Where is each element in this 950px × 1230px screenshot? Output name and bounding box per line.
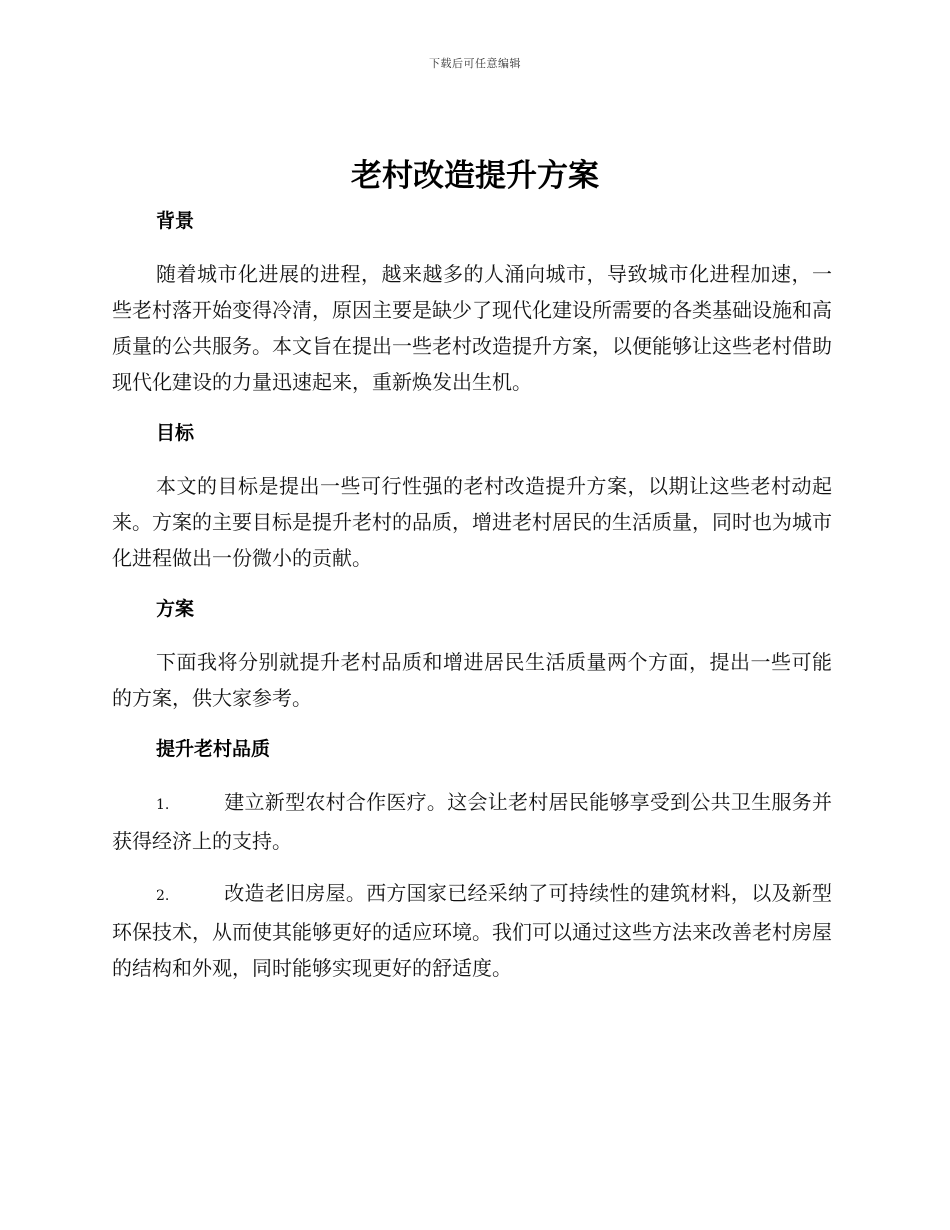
section-heading-background: 背景 bbox=[156, 210, 195, 232]
paragraph-goal: 本文的目标是提出一些可行性强的老村改造提升方案，以期让这些老村动起来。方案的主要目标是提升老村的品质，增进老村居民的生活质量，同时也为城市化进程做出一份微小的贡献。 bbox=[112, 474, 832, 570]
paragraph-background: 随着城市化进展的进程，越来越多的人涌向城市，导致城市化进程加速，一些老村落开始变得冷清，原因主要是缺少了现代化建设所需要的各类基础设施和高质量的公共服务。本文旨在提出一些老村改造提升方案，以便能够让这些老村借助现代化建设的力量迅速起来，重新焕发出生机。 bbox=[112, 262, 832, 394]
list-item-text: 建立新型农村合作医疗。这会让老村居民能够享受到公共卫生服务并获得经济上的支持。 bbox=[112, 790, 832, 853]
list-item bbox=[112, 875, 832, 986]
list-item-number: 2. bbox=[156, 888, 170, 904]
document-body bbox=[112, 204, 832, 986]
paragraph-plan: 下面我将分别就提升老村品质和增进居民生活质量两个方面，提出一些可能的方案，供大家参考。 bbox=[112, 650, 832, 710]
section-heading-quality: 提升老村品质 bbox=[156, 738, 271, 760]
list-item-number: 1. bbox=[156, 797, 170, 813]
header-note: 下载后可任意编辑 bbox=[429, 57, 521, 70]
list-item bbox=[112, 784, 832, 859]
document-title: 老村改造提升方案 bbox=[351, 158, 599, 194]
section-heading-plan: 方案 bbox=[156, 598, 195, 620]
list-item-text: 改造老旧房屋。西方国家已经采纳了可持续性的建筑材料，以及新型环保技术，从而使其能够更好的适应环境。我们可以通过这些方法来改善老村房屋的结构和外观，同时能够实现更好的舒适度。 bbox=[112, 881, 832, 980]
section-heading-goal: 目标 bbox=[156, 422, 195, 444]
